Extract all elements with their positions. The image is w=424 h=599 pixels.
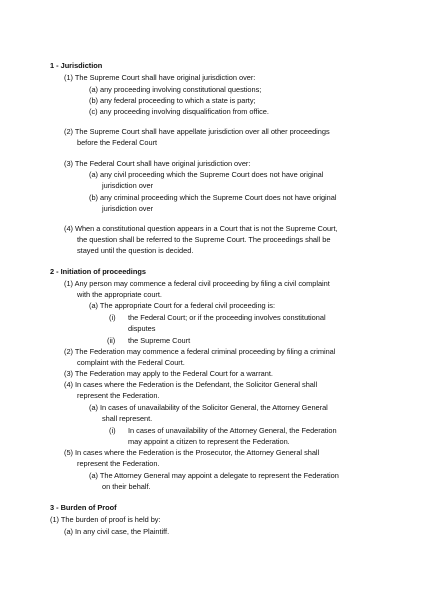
subclause-text: (b) any federal proceeding to which a state is party; [89, 96, 256, 105]
clause-text: (5) In cases where the Federation is the Prosecutor, the Attorney General shall [64, 448, 320, 457]
clause-text: (2) The Supreme Court shall have appellate jurisdiction over all other proceedings [64, 127, 330, 136]
subclause-text: on their behalf. [102, 482, 151, 491]
clause-text: (1) The Supreme Court shall have original jurisdiction over: [64, 73, 256, 82]
subclause-text: (a) any proceeding involving constitutional questions; [89, 85, 262, 94]
clause-text: (1) The burden of proof is held by: [50, 515, 161, 524]
clause-text: with the appropriate court. [77, 290, 162, 299]
item-text: the Supreme Court [128, 336, 191, 345]
item-text: disputes [128, 324, 156, 333]
clause-text: (4) When a constitutional question appears in a Court that is not the Supreme Court, [64, 224, 338, 233]
clause-text: represent the Federation. [77, 391, 160, 400]
subclause-text: (c) any proceeding involving disqualification from office. [89, 107, 269, 116]
item-text: the Federal Court; or if the proceeding involves constitutional [128, 313, 326, 322]
clause-text: stayed until the question is decided. [77, 246, 194, 255]
clause-text: (2) The Federation may commence a federal criminal proceeding by filing a criminal [64, 347, 336, 356]
section-heading: 1 - Jurisdiction [50, 61, 103, 70]
subclause-text: (a) The Attorney General may appoint a delegate to represent the Federation [89, 471, 339, 480]
clause-text: (3) The Federation may apply to the Federal Court for a warrant. [64, 369, 273, 378]
subclause-text: shall represent. [102, 414, 153, 423]
clause-text: represent the Federation. [77, 459, 160, 468]
clause-text: before the Federal Court [77, 138, 158, 147]
subclause-text: (a) The appropriate Court for a federal civil proceeding is: [89, 301, 275, 310]
subclause-text: (b) any criminal proceeding which the Supreme Court does not have original [89, 193, 337, 202]
clause-text: the question shall be referred to the Supreme Court. The proceedings shall be [77, 235, 331, 244]
subclause-text: jurisdiction over [102, 204, 154, 213]
clause-text: (3) The Federal Court shall have original jurisdiction over: [64, 159, 251, 168]
item-number: (i) [109, 426, 116, 435]
item-text: In cases of unavailability of the Attorney General, the Federation [128, 426, 337, 435]
subclause-text: (a) In any civil case, the Plaintiff. [64, 527, 170, 536]
clause-text: complaint with the Federal Court. [77, 358, 185, 367]
clause-text: (4) In cases where the Federation is the Defendant, the Solicitor General shall [64, 380, 318, 389]
subclause-text: (a) In cases of unavailability of the Solicitor General, the Attorney General [89, 403, 328, 412]
subclause-text: (a) any civil proceeding which the Supreme Court does not have original [89, 170, 324, 179]
subclause-text: jurisdiction over [102, 181, 154, 190]
item-number: (ii) [107, 336, 116, 345]
item-number: (i) [109, 313, 116, 322]
item-text: may appoint a citizen to represent the Federation. [128, 437, 290, 446]
section-heading: 3 - Burden of Proof [50, 503, 117, 512]
section-heading: 2 - Initiation of proceedings [50, 267, 146, 276]
clause-text: (1) Any person may commence a federal civil proceeding by filing a civil complaint [64, 279, 330, 288]
